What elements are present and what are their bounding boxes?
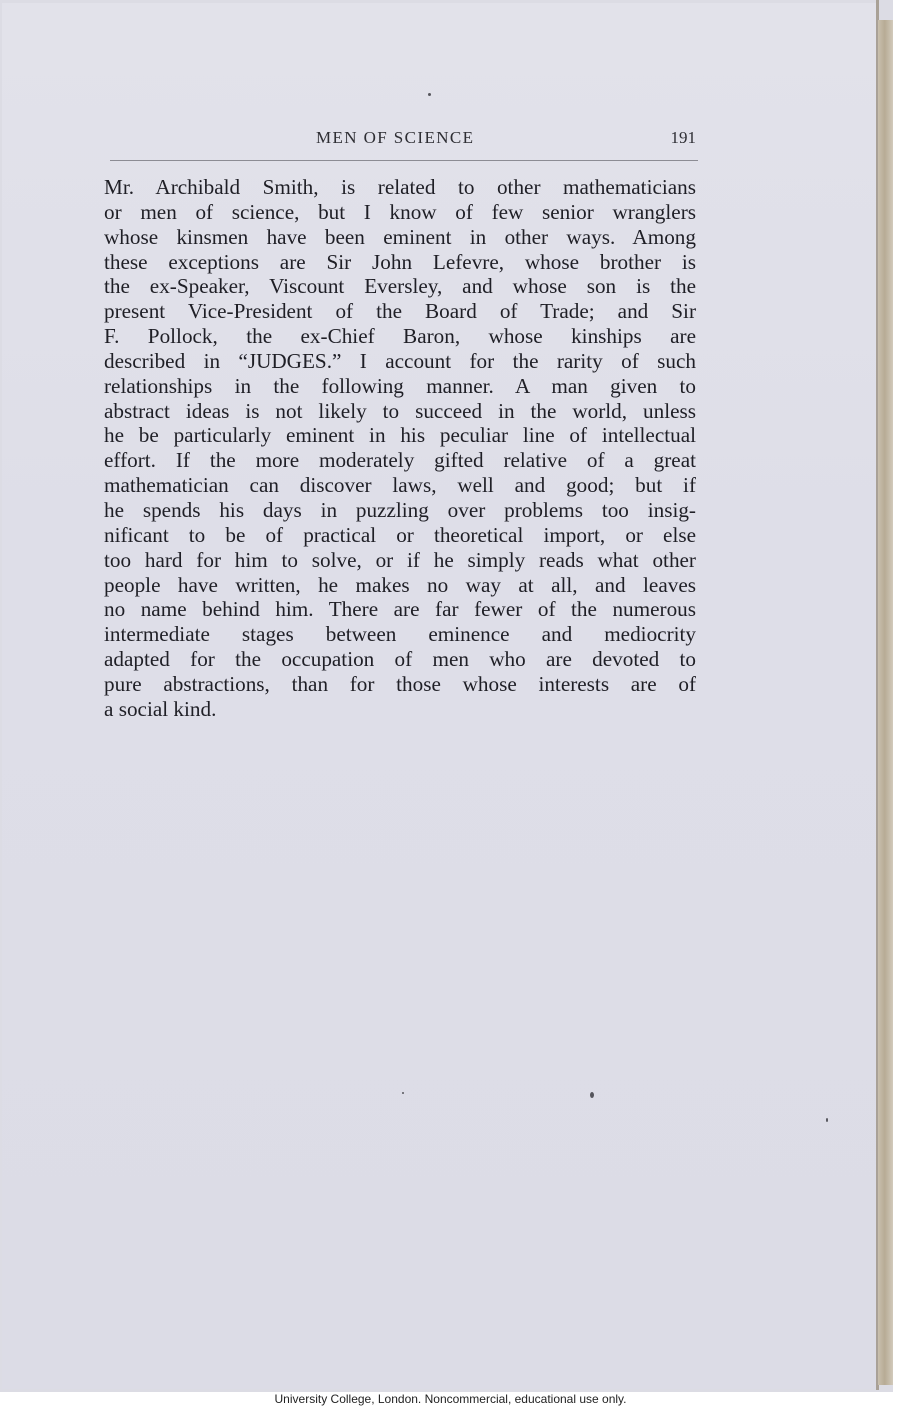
copyright-footer: University College, London. Noncommercial, educational use only. bbox=[274, 1392, 627, 1406]
text-line: or men of science, but I know of few senior wranglers bbox=[104, 199, 696, 224]
ink-speck bbox=[826, 1118, 828, 1122]
text-line: relationships in the following manner. A man given to bbox=[104, 373, 696, 398]
text-line: Mr. Archibald Smith, is related to other mathematicians bbox=[104, 175, 696, 199]
text-line: effort. If the more moderately gifted relative of a great bbox=[104, 448, 696, 473]
ink-speck bbox=[428, 93, 431, 96]
page-edge bbox=[878, 20, 893, 1385]
ink-speck bbox=[590, 1092, 594, 1098]
text-line: whose kinsmen have been eminent in other ways. Among bbox=[104, 224, 696, 249]
text-line: these exceptions are Sir John Lefevre, whose brother is bbox=[104, 249, 696, 274]
text-line: he be particularly eminent in his peculiar line of intellectual bbox=[104, 423, 696, 448]
text-line: present Vice-President of the Board of Trade; and Sir bbox=[104, 299, 696, 324]
text-line: no name behind him. There are far fewer of the numerous bbox=[104, 597, 696, 622]
text-line: nificant to be of practical or theoretical import, or else bbox=[104, 522, 696, 547]
text-line: people have written, he makes no way at all, and leaves bbox=[104, 572, 696, 597]
text-line: a social kind. bbox=[104, 696, 217, 721]
running-head bbox=[110, 128, 698, 150]
text-line: described in “JUDGES.” I account for the rarity of such bbox=[104, 348, 696, 373]
running-head-title: MEN OF SCIENCE bbox=[316, 128, 475, 147]
text-line: he spends his days in puzzling over problems too insig- bbox=[104, 497, 696, 522]
ink-speck bbox=[402, 1092, 404, 1094]
text-line: F. Pollock, the ex-Chief Baron, whose kinships are bbox=[104, 324, 696, 349]
text-line: mathematician can discover laws, well and good; but if bbox=[104, 473, 696, 498]
text-line: abstract ideas is not likely to succeed in the world, unless bbox=[104, 398, 696, 423]
body-paragraph bbox=[104, 175, 696, 722]
text-line: the ex-Speaker, Viscount Eversley, and whose son is the bbox=[104, 274, 696, 299]
text-line: too hard for him to solve, or if he simply reads what other bbox=[104, 547, 696, 572]
text-line: intermediate stages between eminence and mediocrity bbox=[104, 622, 696, 647]
text-line: pure abstractions, than for those whose interests are of bbox=[104, 671, 696, 696]
header-rule bbox=[110, 160, 698, 161]
page-number: 191 bbox=[670, 128, 696, 147]
text-line: adapted for the occupation of men who are devoted to bbox=[104, 647, 696, 672]
